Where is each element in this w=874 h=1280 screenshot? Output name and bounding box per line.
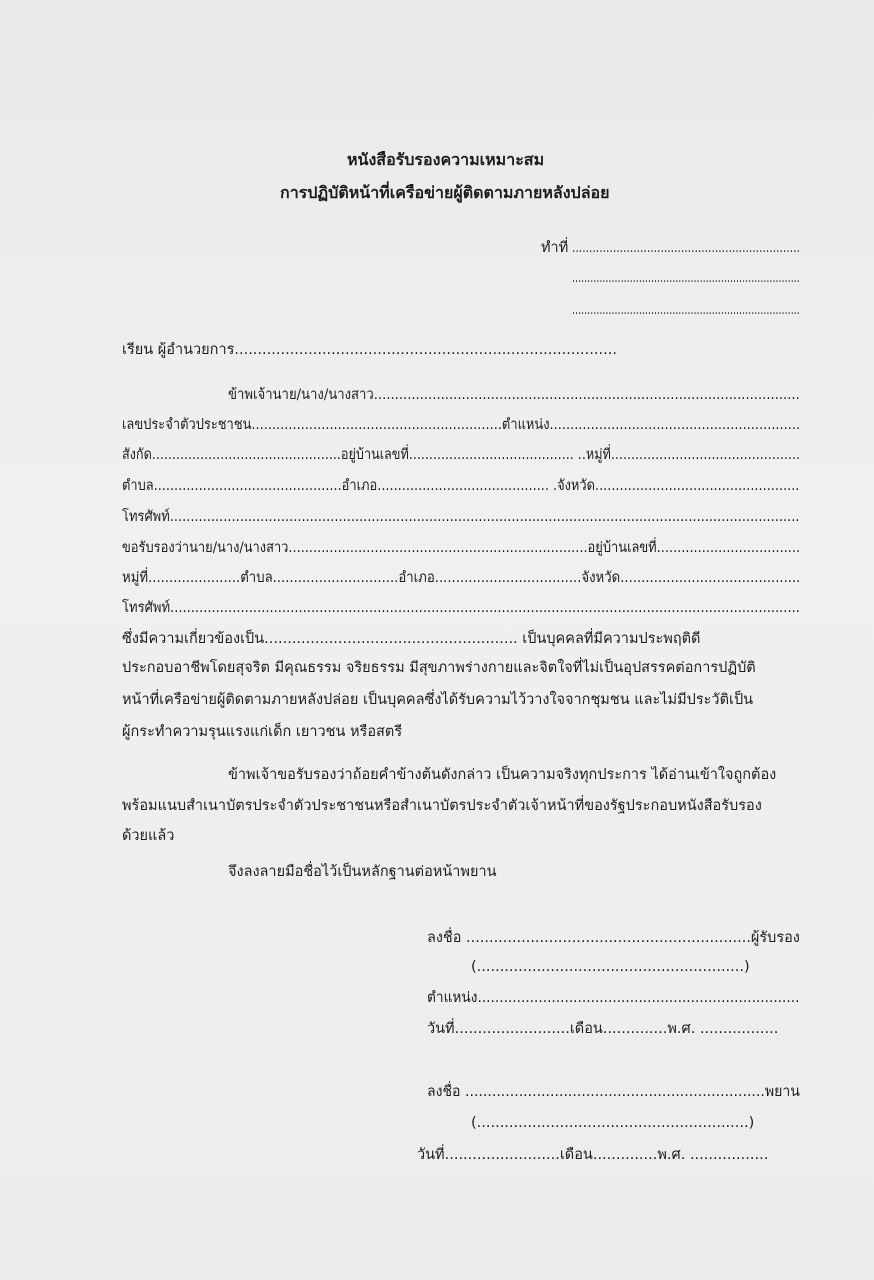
certifier-position-line: ตำแหน่ง.......................................................................... [427,990,800,1006]
paragraph-1-line-4: ผู้กระทำความรุนแรงแก่เด็ก เยาวชน หรือสตรี [122,724,403,740]
paragraph-2-line-2: พร้อมแนบสำเนาบัตรประจำตัวประชาชนหรือสำเนาบัตรประจำตัวเจ้าหน้าที่ของรัฐประกอบหนังสือรับรอง [122,798,762,814]
address-label: ทำที่ [541,240,569,256]
field-certified-phone: โทรศัพท์........................................................................................................................................................ [122,600,800,616]
field-id-position: เลขประจำตัวประชาชน.............................................................ตำแหน่ง............................................................. [122,417,801,433]
paragraph-1-line-1: ซึ่งมีความเกี่ยวข้องเป็น....................................................... เป็นบุคคลที่มีความประพฤติดี [122,631,701,647]
field-declarant-name: ข้าพเจ้านาย/นาง/นางสาว...................................................................................................... [228,387,800,403]
field-affiliation-address: สังกัด...............................................อยู่บ้านเลขที่......................................... ..หมู่ที่............................................... [122,447,801,463]
certifier-name-line: (..........................................................) [471,959,750,975]
document-subtitle: การปฏิบัติหน้าที่เครือข่ายผู้ติดตามภายหลังปล่อย [280,183,610,202]
certifier-date-line: วันที่.........................เดือน..............พ.ศ. ................. [427,1021,779,1037]
paragraph-3: จึงลงลายมือชื่อไว้เป็นหลักฐานต่อหน้าพยาน [228,864,497,880]
document-title: หนังสือรับรองความเหมาะสม [347,150,545,169]
paragraph-1-line-3: หน้าที่เครือข่ายผู้ติดตามภายหลังปล่อย เป็นบุคคลซึ่งได้รับความไว้วางใจจากชุมชน และไม่มีประวัติเป็น [122,692,754,708]
field-certified-address: หมู่ที่......................ตำบล..............................อำเภอ...................................จังหวัด........................................... [122,570,801,586]
witness-date-line: วันที่.........................เดือน..............พ.ศ. ................. [417,1147,769,1163]
address-line-1: ................................................................... [572,240,800,256]
address-line-3: ........................................................................... [572,302,800,318]
witness-sign-line: ลงชื่อ ...................................................................พยาน [427,1084,800,1100]
paragraph-2-line-3: ด้วยแล้ว [122,828,175,844]
address-line-2: ........................................................................... [572,270,800,286]
paragraph-2-line-1: ข้าพเจ้าขอรับรองว่าถ้อยคำข้างต้นดังกล่าว เป็นความจริงทุกประการ ได้อ่านเข้าใจถูกต้อง [228,767,777,783]
field-subdistrict-district: ตำบล..............................................อำเภอ.......................................... .จังหวัด.................................................. [122,478,800,494]
paragraph-1-line-2: ประกอบอาชีพโดยสุจริต มีคุณธรรม จริยธรรม มีสุขภาพร่างกายและจิตใจที่ไม่เป็นอุปสรรคต่อการปฏิบัติ [122,660,756,676]
certifier-sign-line: ลงชื่อ ..............................................................ผู้รับรอง [427,930,800,946]
salutation: เรียน ผู้อำนวยการ................................................................................... [122,342,617,358]
field-certified-person: ขอรับรองว่านาย/นาง/นางสาว.........................................................................อยู่บ้านเลขที่................................... [122,540,801,556]
field-phone: โทรศัพท์......................................................................................................................................................... [122,509,800,525]
witness-name-line: (...........................................................) [471,1115,755,1131]
